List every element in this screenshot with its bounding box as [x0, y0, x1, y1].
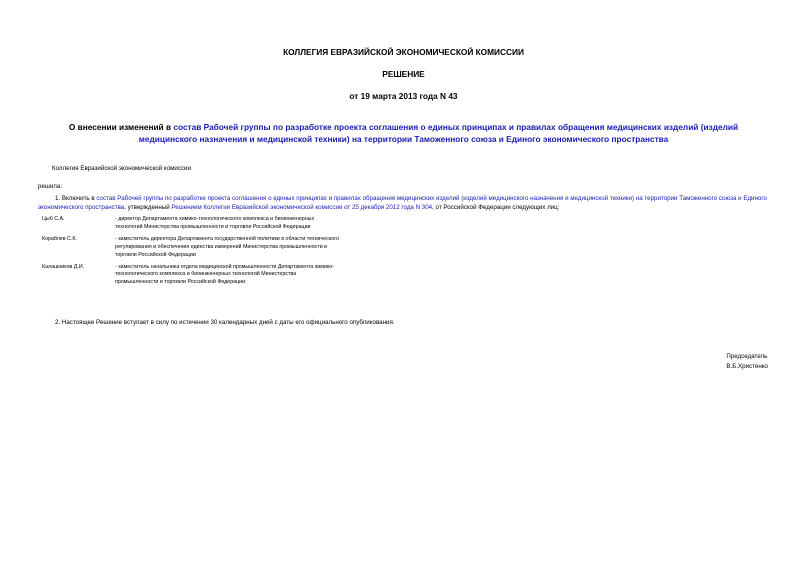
- paragraph-1: [38, 194, 768, 212]
- table-row: [42, 236, 340, 264]
- table-row: [42, 216, 340, 236]
- member-name: Кораблев С.К.: [42, 235, 77, 242]
- member-name: Калашников Д.И.: [42, 263, 85, 270]
- member-name: Цыб С.А.: [42, 216, 65, 222]
- subject-link[interactable]: состав Рабочей группы по разработке проекта соглашения о единых принципах и правилах обращения медицинских изделий (изделий медицинского назначения и медицинской техники) на территории Таможенного союза и Единого экономического пространства: [138, 122, 739, 144]
- members-table: [42, 216, 340, 287]
- member-position: - заместитель начальника отдела медицинской промышленности Департамента химико-технологического комплекса и биоинженерных технологий Министерства промышленности и торговли Российской Федерации.: [115, 263, 334, 286]
- signature-block: [726, 352, 768, 372]
- subject-prefix: О внесении изменений в: [68, 122, 174, 132]
- working-group-link[interactable]: состав Рабочей группы по разработке проекта соглашения о единых принципах и правилах обращения медицинских изделий (изделий медицинского назначения и медицинской техники) на территории Таможенного союза и Единого экономического пространства: [38, 195, 767, 211]
- signatory-title: Председатель: [726, 353, 768, 360]
- table-row: [42, 264, 340, 288]
- member-position: - директор Департамента химико-технологического комплекса и биоинженерных технологий Министерства промышленности и торговли Российской Федерации: [115, 216, 315, 230]
- issuer-line: Коллегия Евразийской экономической комиссии: [52, 165, 191, 172]
- document-subject: [40, 121, 767, 145]
- decided-line: решила:: [38, 183, 63, 190]
- decision-304-link[interactable]: Решением Коллегии Евразийской экономической комиссии от 25 декабря 2012 года N 304: [171, 204, 433, 211]
- member-position: - заместитель директора Департамента государственной политики в области технического регулирования и обеспечения единства измерений Министерства промышленности и торговли Российской Федерации: [115, 235, 339, 258]
- signatory-name: В.Б.Христенко: [726, 363, 768, 370]
- item1-prefix: 1. Включить в: [55, 195, 97, 202]
- document-type: РЕШЕНИЕ: [382, 69, 425, 79]
- item1-suffix: , от Российской Федерации следующих лиц:: [432, 204, 560, 211]
- item1-mid: , утвержденный: [124, 204, 172, 211]
- organization-heading: КОЛЛЕГИЯ ЕВРАЗИЙСКОЙ ЭКОНОМИЧЕСКОЙ КОМИССИИ: [283, 47, 524, 57]
- paragraph-2: 2. Настоящее Решение вступает в силу по истечении 30 календарных дней с даты его официального опубликования.: [55, 319, 395, 326]
- document-date-number: от 19 марта 2013 года N 43: [349, 91, 458, 101]
